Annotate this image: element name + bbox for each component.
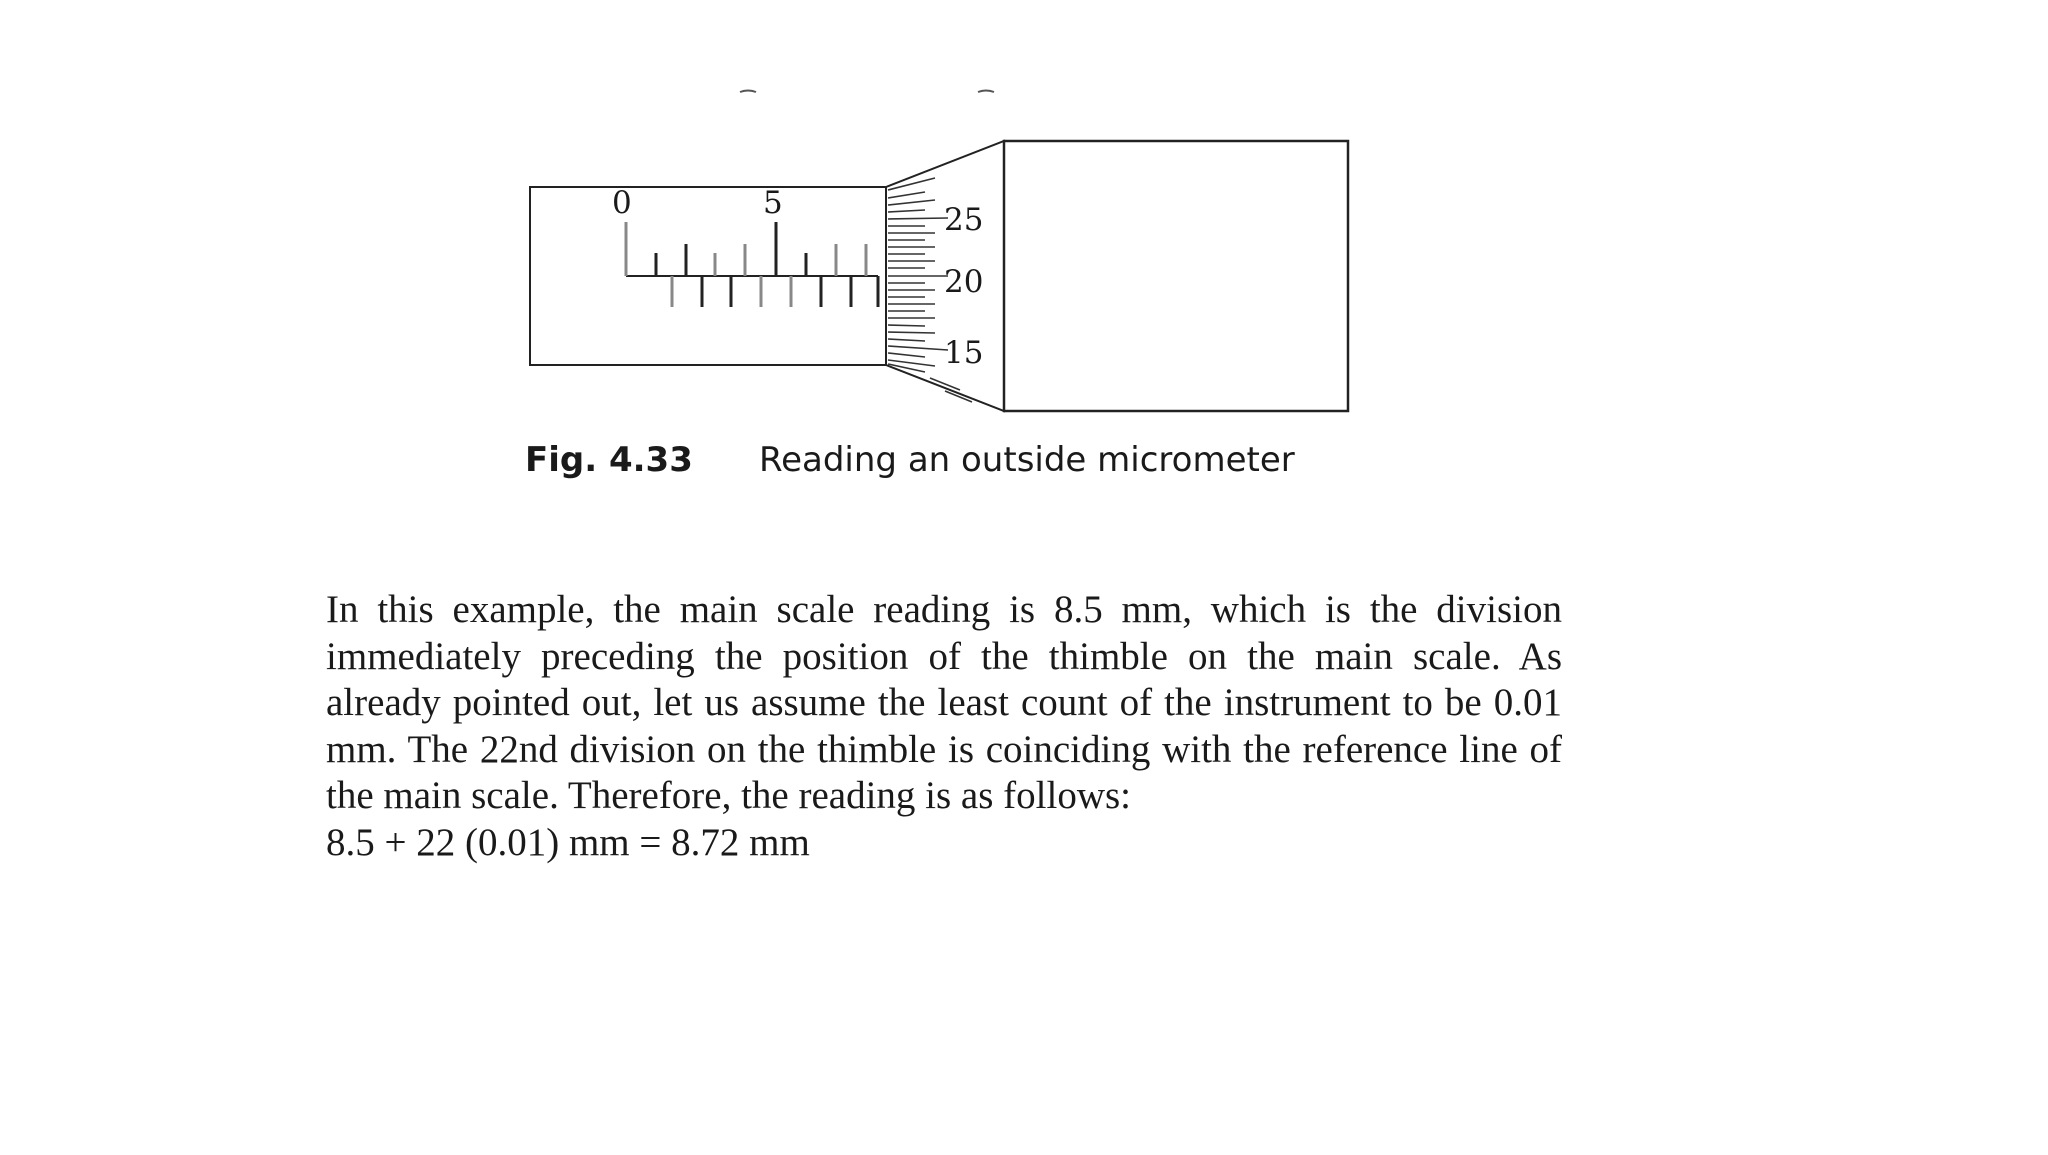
figure-number: Fig. 4.33 [525, 440, 693, 480]
figure-title: Reading an outside micrometer [759, 440, 1295, 480]
reading-equation: 8.5 + 22 (0.01) mm = 8.72 mm [326, 820, 810, 864]
explanation-paragraph: In this example, the main scale reading is 8.5 mm, which is the division immediately preceding the position of the thimble on the main scale. As already pointed out, let us assume the least count of the instrument to be 0.01 mm. The 22nd division on the thimble is coinciding with the reference line of the main scale. Therefore, the reading is as follows: [326, 588, 1562, 817]
thimble-body [1004, 141, 1348, 411]
thimble-label-20: 20 [944, 264, 984, 300]
stray-mark [978, 91, 994, 93]
stray-mark [740, 91, 756, 93]
thimble-label-25: 25 [944, 202, 984, 238]
thimble-label-15: 15 [944, 335, 984, 371]
body-text [326, 587, 1562, 866]
main-scale-label-0: 0 [612, 185, 632, 221]
main-scale-label-5: 5 [763, 185, 783, 221]
figure-caption [525, 440, 1295, 484]
